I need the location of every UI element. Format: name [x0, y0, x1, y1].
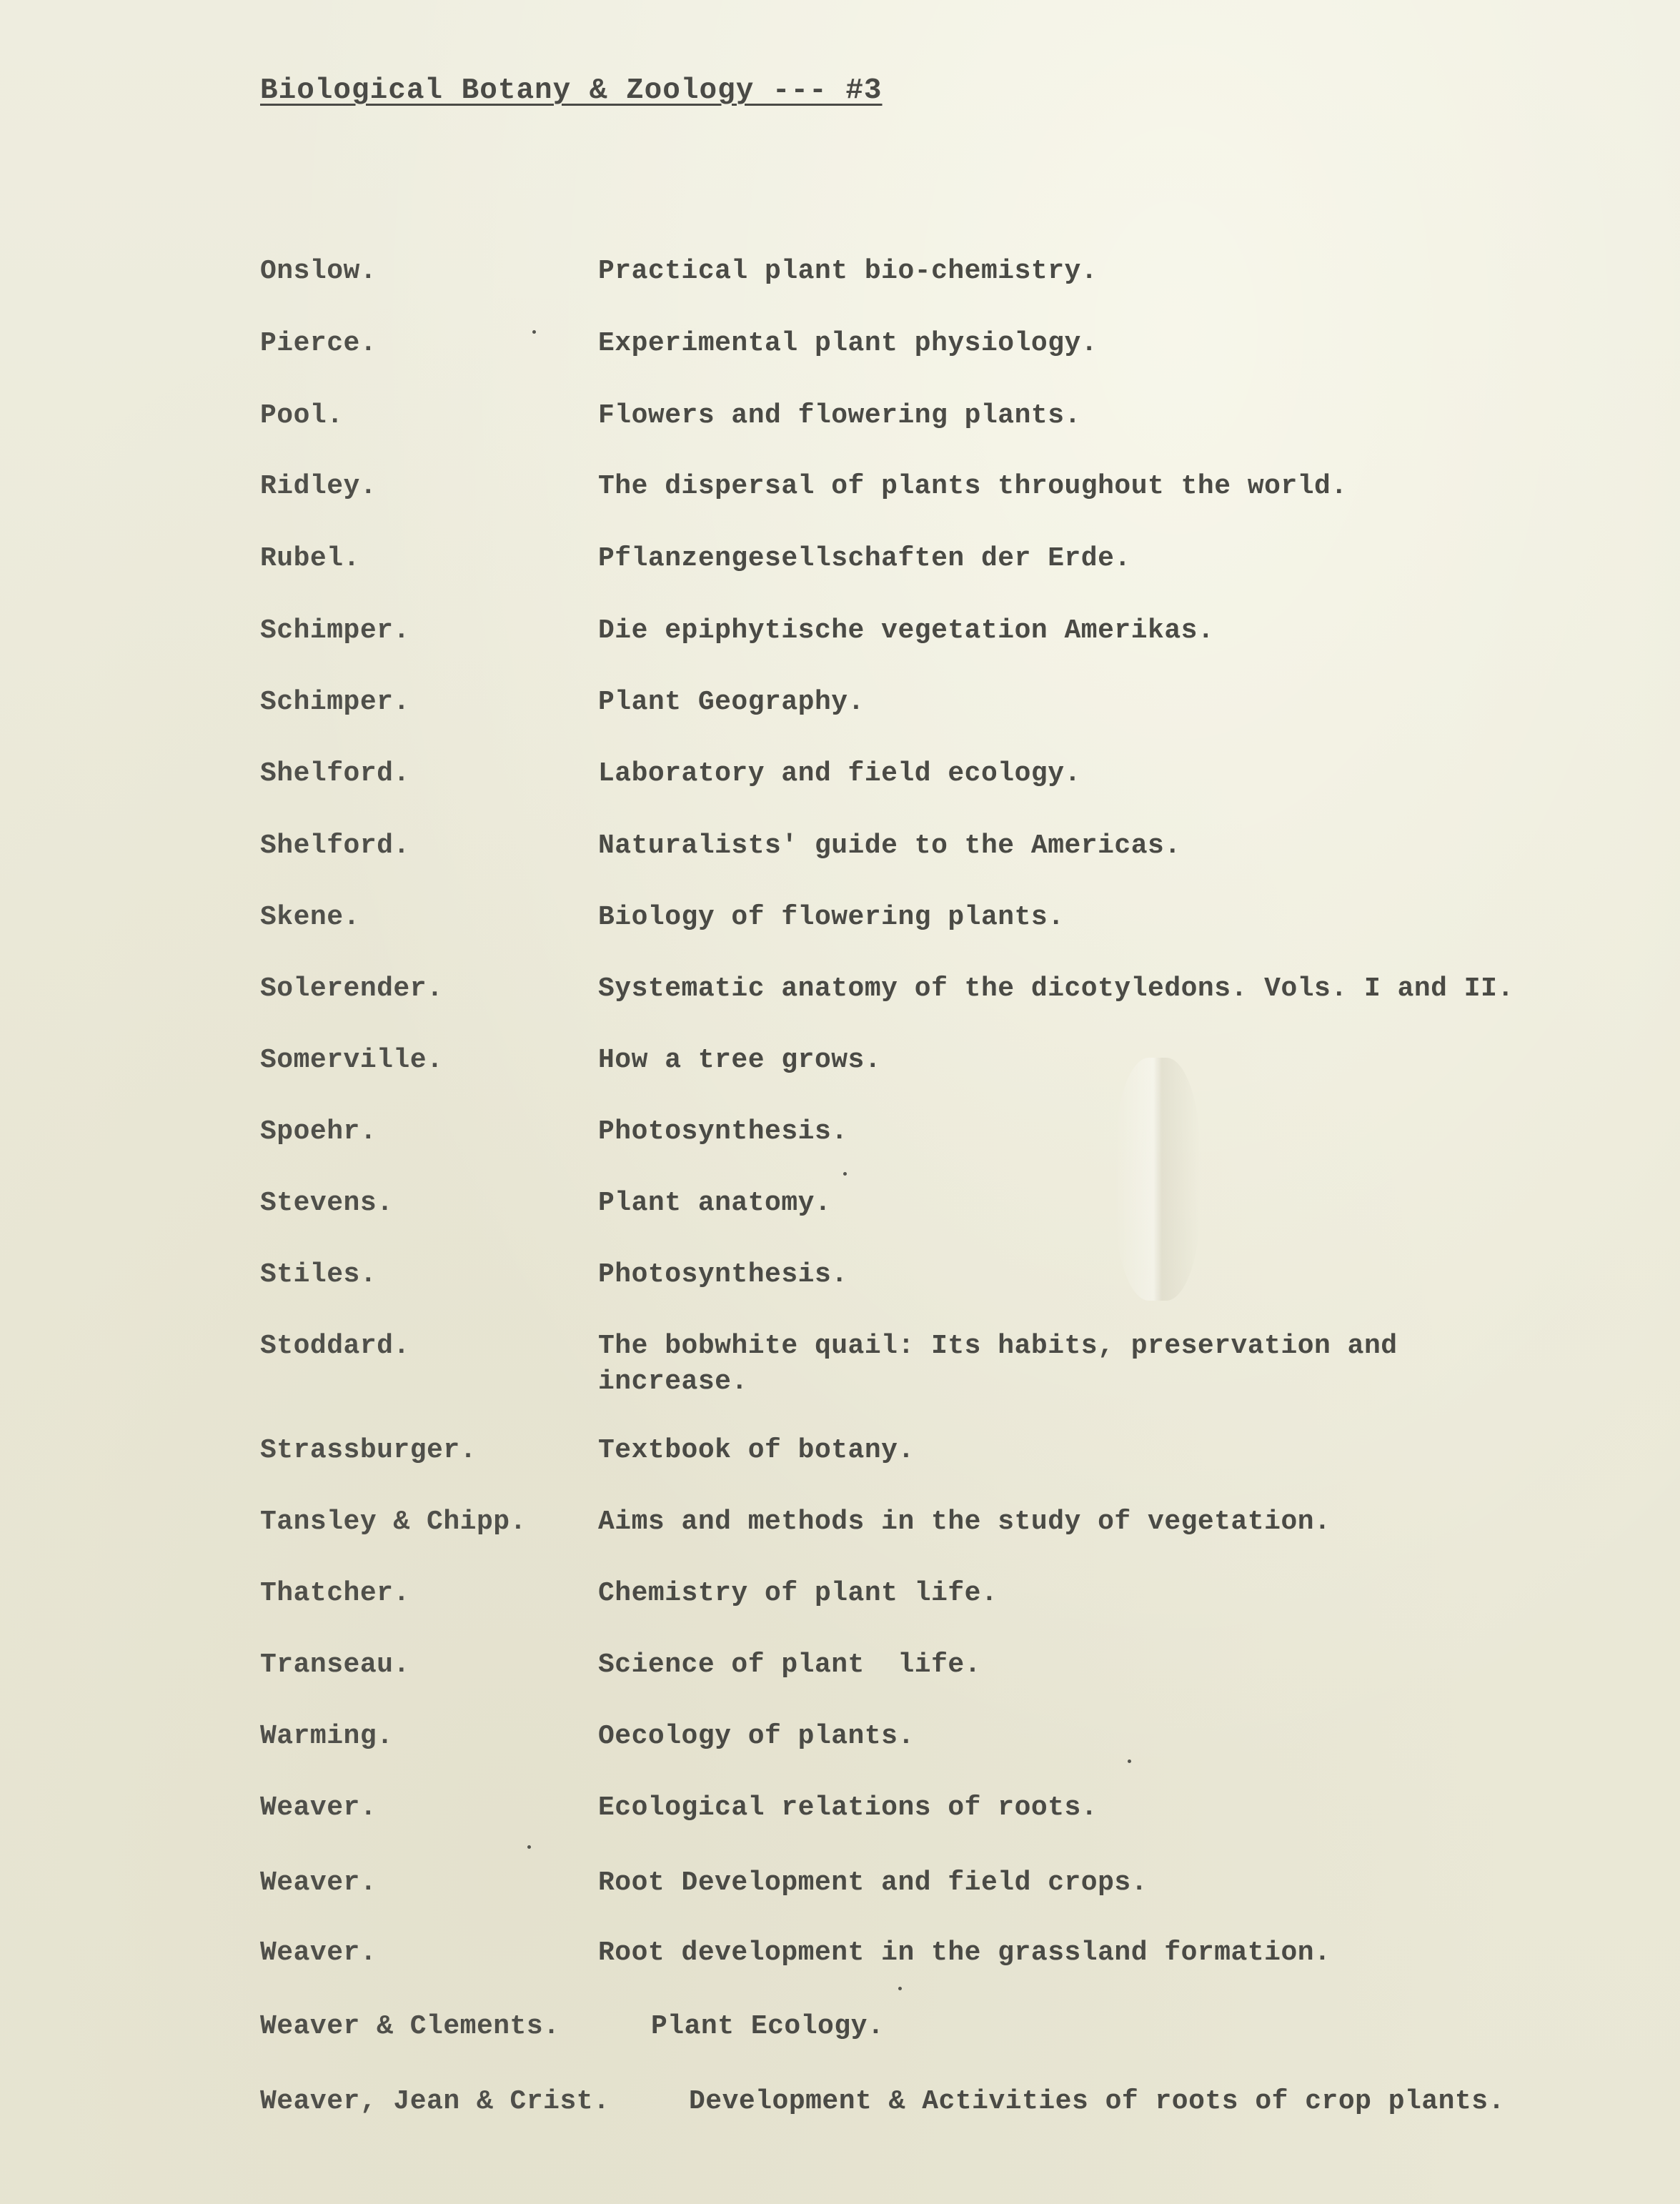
entry-author: Tansley & Chipp.	[260, 1506, 527, 1537]
entry-work: Practical plant bio-chemistry.	[598, 256, 1098, 287]
ink-speck	[1128, 1759, 1131, 1763]
entry-work: Photosynthesis.	[598, 1259, 848, 1290]
entry-work: Systematic anatomy of the dicotyledons. Vols. I and II.	[598, 973, 1514, 1004]
entry-author: Strassburger.	[260, 1435, 477, 1466]
entry-work: Plant anatomy.	[598, 1188, 832, 1218]
entry-author: Shelford.	[260, 830, 410, 861]
entry-author: Spoehr.	[260, 1116, 377, 1147]
entry-author: Stoddard.	[260, 1331, 410, 1361]
entry-author: Solerender.	[260, 973, 444, 1004]
entry-work: Experimental plant physiology.	[598, 328, 1098, 359]
entry-author: Warming.	[260, 1721, 394, 1752]
entry-author: Somerville.	[260, 1045, 444, 1076]
entry-work: Plant Ecology.	[651, 2011, 885, 2042]
entry-work: Oecology of plants.	[598, 1721, 915, 1752]
entry-work: Die epiphytische vegetation Amerikas.	[598, 615, 1215, 646]
entry-author: Weaver & Clements.	[260, 2011, 560, 2042]
entry-work: Biology of flowering plants.	[598, 902, 1065, 933]
entry-work: Development & Activities of roots of crop plants.	[689, 2086, 1505, 2117]
entry-work: Chemistry of plant life.	[598, 1578, 998, 1609]
entry-work: Textbook of botany.	[598, 1435, 915, 1466]
entry-author: Pierce.	[260, 328, 377, 359]
entry-author: Thatcher.	[260, 1578, 410, 1609]
entry-author: Transeau.	[260, 1649, 410, 1680]
entry-author: Weaver.	[260, 1867, 377, 1898]
entry-work: Laboratory and field ecology.	[598, 758, 1081, 789]
document-title: Biological Botany & Zoology --- #3	[260, 74, 883, 107]
entry-work: Aims and methods in the study of vegetation.	[598, 1506, 1331, 1537]
entry-work: Ecological relations of roots.	[598, 1792, 1098, 1823]
entry-work: How a tree grows.	[598, 1045, 882, 1076]
entry-author: Stiles.	[260, 1259, 377, 1290]
entry-work: Root Development and field crops.	[598, 1867, 1148, 1898]
entry-work: Plant Geography.	[598, 687, 865, 718]
entry-work: The dispersal of plants throughout the world.	[598, 471, 1348, 502]
entry-author: Stevens.	[260, 1188, 394, 1218]
entry-work: Photosynthesis.	[598, 1116, 848, 1147]
ink-speck	[898, 1987, 902, 1990]
entry-author: Schimper.	[260, 615, 410, 646]
entry-author: Rubel.	[260, 543, 360, 574]
entry-author: Pool.	[260, 400, 344, 431]
entry-author: Schimper.	[260, 687, 410, 718]
entry-work: The bobwhite quail: Its habits, preservation and increase.	[598, 1331, 1398, 1397]
entry-author: Onslow.	[260, 256, 377, 287]
entry-author: Weaver, Jean & Crist.	[260, 2086, 610, 2117]
entry-author: Ridley.	[260, 471, 377, 502]
entry-work: Flowers and flowering plants.	[598, 400, 1081, 431]
entry-work: Pflanzengesellschaften der Erde.	[598, 543, 1131, 574]
entry-author: Weaver.	[260, 1937, 377, 1968]
entry-author: Skene.	[260, 902, 360, 933]
entry-author: Shelford.	[260, 758, 410, 789]
ink-speck	[843, 1172, 847, 1176]
entry-work: Science of plant life.	[598, 1649, 981, 1680]
entry-work: Naturalists' guide to the Americas.	[598, 830, 1181, 861]
entry-work: Root development in the grassland formation.	[598, 1937, 1331, 1968]
entry-author: Weaver.	[260, 1792, 377, 1823]
ink-speck	[532, 330, 536, 334]
ink-speck	[527, 1845, 531, 1849]
